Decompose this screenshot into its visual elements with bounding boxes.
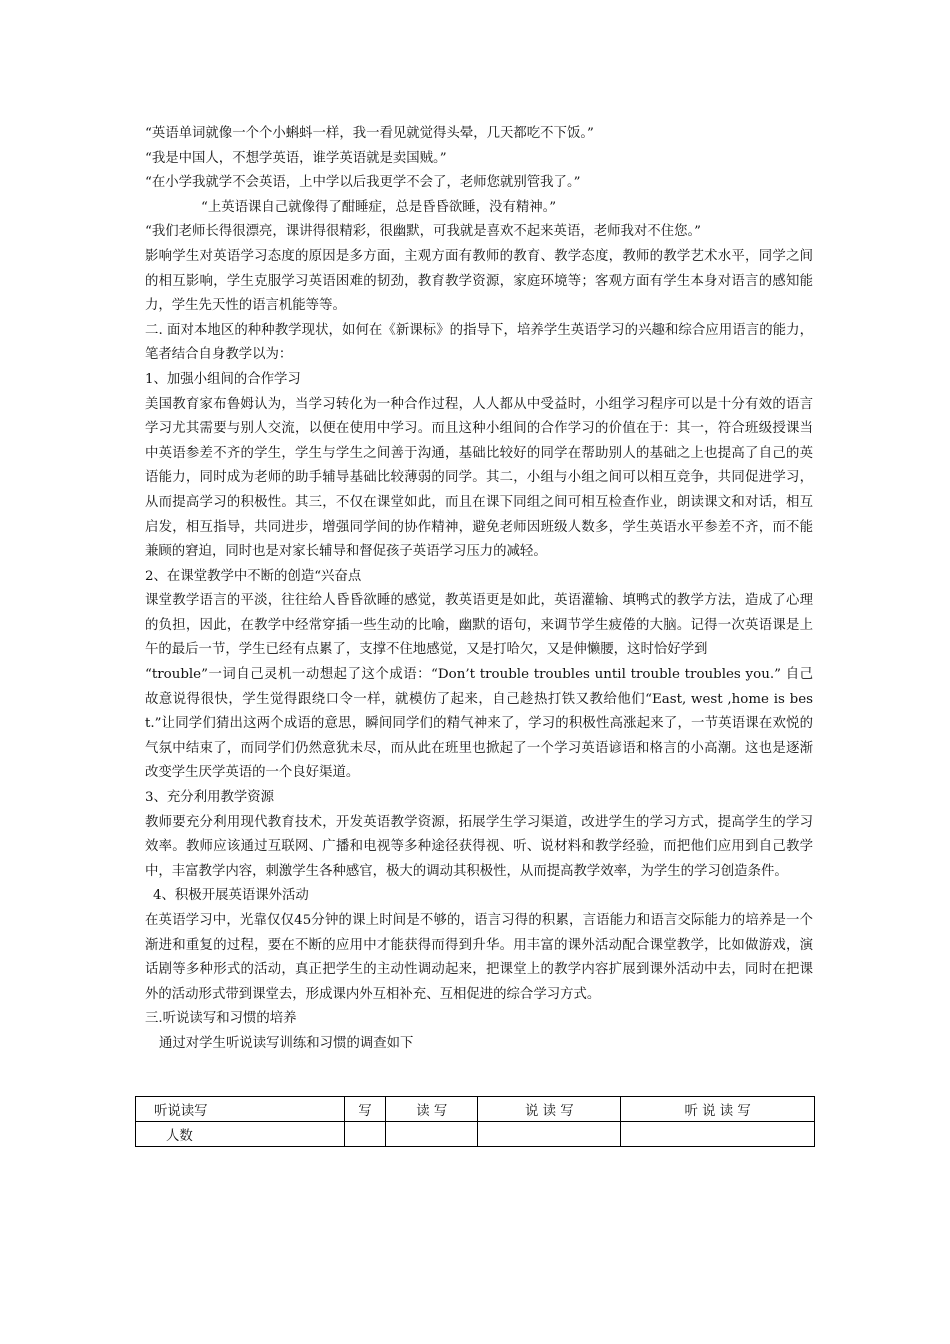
quote-4: “上英语课自己就像得了酣睡症，总是昏昏欲睡，没有精神。” [201,199,557,215]
item-3-title: 3、充分利用教学资源 [145,790,275,806]
item-1-body: 美国教育家布鲁姆认为，当学习转化为一种合作过程，人人都从中受益时，小组学习程序可以是十分有效的语言学习尤其需要与别人交流，以便在使用中学习。而且这种小组间的合作学习的价值在于：其一，符合班级授课当中英语参差不齐的学生，学生与学生之间善于沟通，基础比较好的同学在帮助别人的基础之上也提高了自己的英语能力，同时成为老师的助手辅导基础比较薄弱的同学。其二，小组与小组之间可以相互竞争，共同促进学习，从而提高学习的积极性。其三，不仅在课堂如此，而且在课下同组之间可相互检查作业，朗读课文和对话，相互启发，相互指导，共同进步，增强同学间的协作精神，避免老师因班级人数多，学生英语水平参差不齐，而不能兼顾的窘迫，同时也是对家长辅导和督促孩子英语学习压力的减轻。 [145,396,813,560]
item-2-body-b: “trouble”一词自己灵机一动想起了这个成语：“Don’t trouble troubles until trouble troubles you.” 自己故意说得很快，学生觉得跟绕口令一样，就模仿了起来，自己趁热打铁又教给他们“East, west ,home is best.”让同学们猜出这两个成语的意思，瞬间同学们的精气神来了，学习的积极性高涨起来了，一节英语课在欢悦的气氛中结束了，而同学们仍然意犹未尽，而从此在班里也掀起了一个学习英语谚语和格言的小高潮。这也是逐渐改变学生厌学英语的一个良好渠道。 [145,667,813,781]
table-header-cell: 听 说 读 写 [621,1097,815,1122]
item-3-body: 教师要充分利用现代教育技术，开发英语教学资源，拓展学生学习渠道，改进学生的学习方式，提高学生的学习效率。教师应该通过互联网、广播和电视等多种途径获得视、听、说材料和教学经验，而把他们应用到自己教学中，丰富教学内容，刺激学生各种感官，极大的调动其积极性，从而提高教学效率，为学生的学习创造条件。 [145,814,813,879]
item-2-body-a: 课堂教学语言的平淡，往往给人昏昏欲睡的感觉，教英语更是如此，英语灌输、填鸭式的教学方法，造成了心理的负担，因此，在教学中经常穿插一些生动的比喻，幽默的语句，来调节学生疲倦的大脑。记得一次英语课是上午的最后一节，学生已经有点累了，支撑不住地感觉，又是打哈欠，又是伸懒腰，这时恰好学到 [145,593,813,658]
table-row [136,1122,815,1147]
table-cell [621,1122,815,1147]
item-1-title: 1、加强小组间的合作学习 [145,371,301,387]
table-header-cell: 听说读写 [136,1097,345,1122]
quote-5: “我们老师长得很漂亮，课讲得很精彩，很幽默，可我就是喜欢不起来英语，老师我对不住您。” [145,224,702,240]
table-cell [344,1122,385,1147]
survey-table [135,1096,815,1147]
section-2-heading: 二. 面对本地区的种种教学现状，如何在《新课标》的指导下，培养学生英语学习的兴趣和综合应用语言的能力，笔者结合自身教学以为： [145,322,813,363]
quote-3: “在小学我就学不会英语，上中学以后我更学不会了，老师您就别管我了。” [145,175,581,191]
quote-1: “英语单词就像一个个小蝌蚪一样，我一看见就觉得头晕，几天都吃不下饭。” [145,126,594,141]
item-4-body: 在英语学习中，光靠仅仅45分钟的课上时间是不够的，语言习得的积累，言语能力和语言交际能力的培养是一个渐进和重复的过程，要在不断的应用中才能获得而得到升华。用丰富的课外活动配合课堂教学，比如做游戏，演话剧等多种形式的活动，真正把学生的主动性调动起来，把课堂上的教学内容扩展到课外活动中去，同时在把课外的活动形式带到课堂去，形成课内外互相补充、互相促进的综合学习方式。 [145,913,813,1002]
table-header-row [136,1097,815,1122]
table-caption: 通过对学生听说读写训练和习惯的调查如下 [159,1035,414,1051]
item-2-title: 2、在课堂教学中不断的创造“兴奋点 [145,568,362,584]
table-cell [478,1122,621,1147]
document-body [145,122,813,1057]
item-4-title: 4、积极开展英语课外活动 [153,888,309,904]
table-cell [386,1122,478,1147]
influence-paragraph: 影响学生对英语学习态度的原因是多方面，主观方面有教师的教育、教学态度，教师的教学艺术水平，同学之间的相互影响，学生克服学习英语困难的韧劲，教育教学资源，家庭环境等；客观方面有学生本身对语言的感知能力，学生先天性的语言机能等等。 [145,248,813,314]
table-header-cell: 说 读 写 [478,1097,621,1122]
section-3-heading: 三.听说读写和习惯的培养 [145,1011,297,1027]
table-header-cell: 写 [344,1097,385,1122]
table-header-cell: 读 写 [386,1097,478,1122]
quote-2: “我是中国人，不想学英语，谁学英语就是卖国贼。” [145,150,447,166]
table-row-label: 人数 [136,1122,345,1147]
